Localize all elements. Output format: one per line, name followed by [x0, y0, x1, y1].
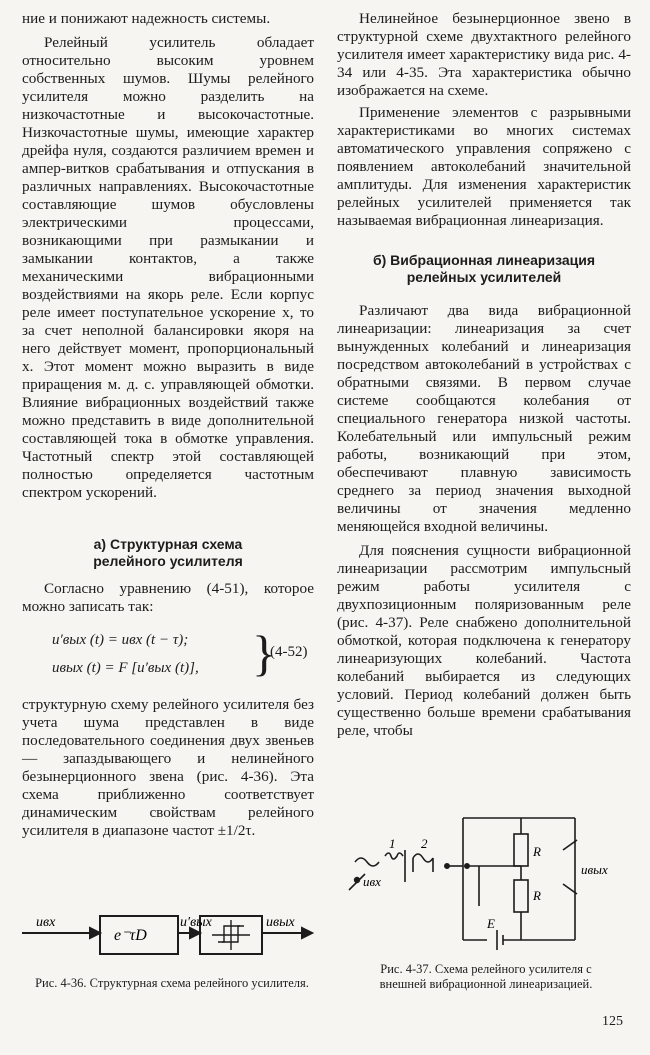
section-heading-b: б) Вибрационная линеаризация релейных усилителей [372, 252, 596, 285]
fig37-resistor-1-label: R [533, 844, 541, 859]
fig36-mid-label: u′вых [180, 915, 212, 930]
left-column [22, 10, 314, 990]
fig37-coil-2-label: 2 [421, 836, 428, 851]
equation-4-52 [22, 626, 314, 688]
paragraph: Применение элементов с разрывными характеристиками во многих системах автоматического управления сопряжено с появлением автоколебаний значительной амплитуды. Для изменения характеристик релейных усилителей применяется так называемая вибрационная линеаризация. [337, 104, 631, 229]
fig36-delay-block: e⁻τD [114, 927, 147, 944]
section-heading-a: а) Структурная схема релейного усилителя [93, 536, 243, 569]
paragraph: Релейный усилитель обладает относительно высоким уровнем собственных шумов. Шумы релейного усилителя можно разделить на низкочастотные и высокочастотные. Низкочастотные шумы, имеющие характер дрейфа нуля, создаются различием времен и ампер-витков срабатывания и отпускания в различных направлениях. Высокочастотные составляющие шумов обусловлены электрическими процессами, возникающими при размыкании и замыкании контактов, а также механическими вибрационными воздействиями на якорь реле. Если корпус реле имеет поступательное ускорение x, то за счет неполной балансировки якоря на него действует момент, пропорциональный x. Этот момент можно выразить в виде приращения м. д. с. управляющей обмотки. Влияние вибрационных воздействий также можно представить в виде дополнительной составляющей тока в обмотке управления. Частотный спектр этой составляющей полностью определяется частотным спектром ускорений. [22, 34, 314, 501]
fig37-coil-1-label: 1 [389, 836, 396, 851]
paragraph: ние и понижают надежность системы. [22, 10, 271, 27]
fig36-input-label: uвх [36, 915, 56, 930]
right-column [337, 10, 631, 991]
formula-line-1: u′вых (t) = uвх (t − τ); [52, 632, 189, 648]
figure-4-37 [337, 810, 631, 950]
fig36-output-label: uвых [266, 915, 295, 930]
equation-number: (4-52) [270, 644, 308, 660]
right-brace: } [252, 625, 276, 681]
formula-line-2: uвых (t) = F [u′вых (t)], [52, 660, 199, 676]
fig37-input-label: uвх [363, 874, 381, 889]
figure-4-36 [22, 908, 314, 968]
paragraph: Нелинейное безынерционное звено в структурной схеме двухтактного релейного усилителя имеет характеристику вида рис. 4-34 или 4-35. Эта характеристика обычно изображается на схеме. [337, 10, 631, 99]
paragraph: Различают два вида вибрационной линеаризации: линеаризация за счет вынужденных колебаний и линеаризация посредством автоколебаний в устройствах с обратными связями. В первом случае системе сообщаются колебания от специального генератора низкой частоты. Колебательный или импульсный режим работы, возникающий при этом, обеспечивают плавную зависимость среднего за период значения выходной величины от значения медленно меняющейся входной величины. [337, 302, 631, 535]
fig37-resistor-2-label: R [533, 888, 541, 903]
paragraph: структурную схему релейного усилителя без учета шума представлен в виде последовательного соединения двух звеньев — запаздывающего и нелинейного безынерционного звена (рис. 4-36). Эта схема приближенно соответствует динамическим свойствам релейного усилителя в диапазоне частот ±1/2τ. [22, 696, 314, 839]
figure-4-37-caption: Рис. 4-37. Схема релейного усилителя с внешней вибрационной линеаризацией. [379, 962, 593, 991]
paragraph: Для пояснения сущности вибрационной линеаризации рассмотрим импульсный режим работы усилителя с двухпозиционным поляризованным реле (рис. 4-37). Реле снабжено дополнительной обмоткой, которая подключена к генератору линеаризующих колебаний. Частота колебаний выбирается из следующих условий. Период колебаний должен быть существенно больше времени срабатывания реле, чтобы [337, 542, 631, 739]
fig37-output-label: uвых [581, 862, 608, 877]
page-number: 125 [602, 1014, 623, 1029]
fig37-source-label: E [487, 916, 495, 931]
figure-4-36-caption: Рис. 4-36. Структурная схема релейного усилителя. [35, 976, 309, 990]
paragraph: Согласно уравнению (4-51), которое можно записать так: [22, 580, 314, 615]
